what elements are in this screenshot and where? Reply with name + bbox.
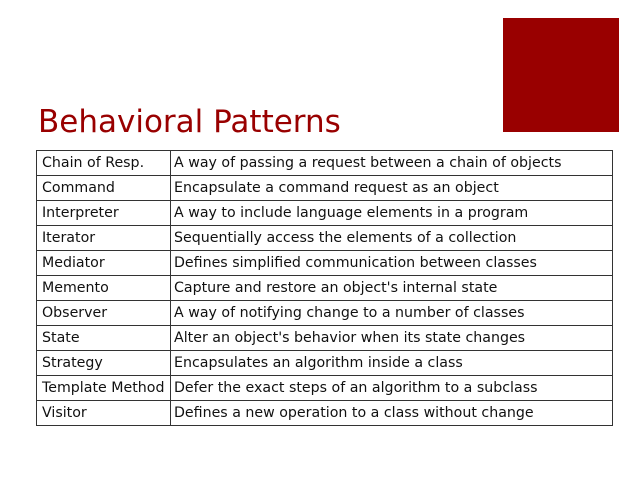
table-row [37, 376, 613, 401]
table-row [37, 201, 613, 226]
table-row [37, 251, 613, 276]
table-row [37, 401, 613, 426]
pattern-description: Encapsulates an algorithm inside a class [171, 351, 613, 376]
table-row [37, 176, 613, 201]
table-row [37, 301, 613, 326]
pattern-name: Observer [37, 301, 171, 326]
pattern-description: A way to include language elements in a program [171, 201, 613, 226]
pattern-name: Visitor [37, 401, 171, 426]
pattern-name: Interpreter [37, 201, 171, 226]
accent-block [503, 18, 619, 132]
pattern-name: Chain of Resp. [37, 151, 171, 176]
pattern-description: Defer the exact steps of an algorithm to a subclass [171, 376, 613, 401]
patterns-table [36, 150, 613, 426]
pattern-description: Sequentially access the elements of a collection [171, 226, 613, 251]
pattern-name: Memento [37, 276, 171, 301]
pattern-description: Capture and restore an object's internal state [171, 276, 613, 301]
pattern-description: Defines a new operation to a class without change [171, 401, 613, 426]
pattern-description: A way of notifying change to a number of classes [171, 301, 613, 326]
pattern-description: Encapsulate a command request as an object [171, 176, 613, 201]
pattern-description: Defines simplified communication between classes [171, 251, 613, 276]
table-row [37, 351, 613, 376]
pattern-name: Iterator [37, 226, 171, 251]
table-row [37, 226, 613, 251]
pattern-description: Alter an object's behavior when its state changes [171, 326, 613, 351]
table-row [37, 276, 613, 301]
pattern-description: A way of passing a request between a chain of objects [171, 151, 613, 176]
pattern-name: Strategy [37, 351, 171, 376]
table-row [37, 151, 613, 176]
pattern-name: Command [37, 176, 171, 201]
slide-title: Behavioral Patterns [38, 104, 341, 140]
table-row [37, 326, 613, 351]
pattern-name: Template Method [37, 376, 171, 401]
pattern-name: Mediator [37, 251, 171, 276]
pattern-name: State [37, 326, 171, 351]
